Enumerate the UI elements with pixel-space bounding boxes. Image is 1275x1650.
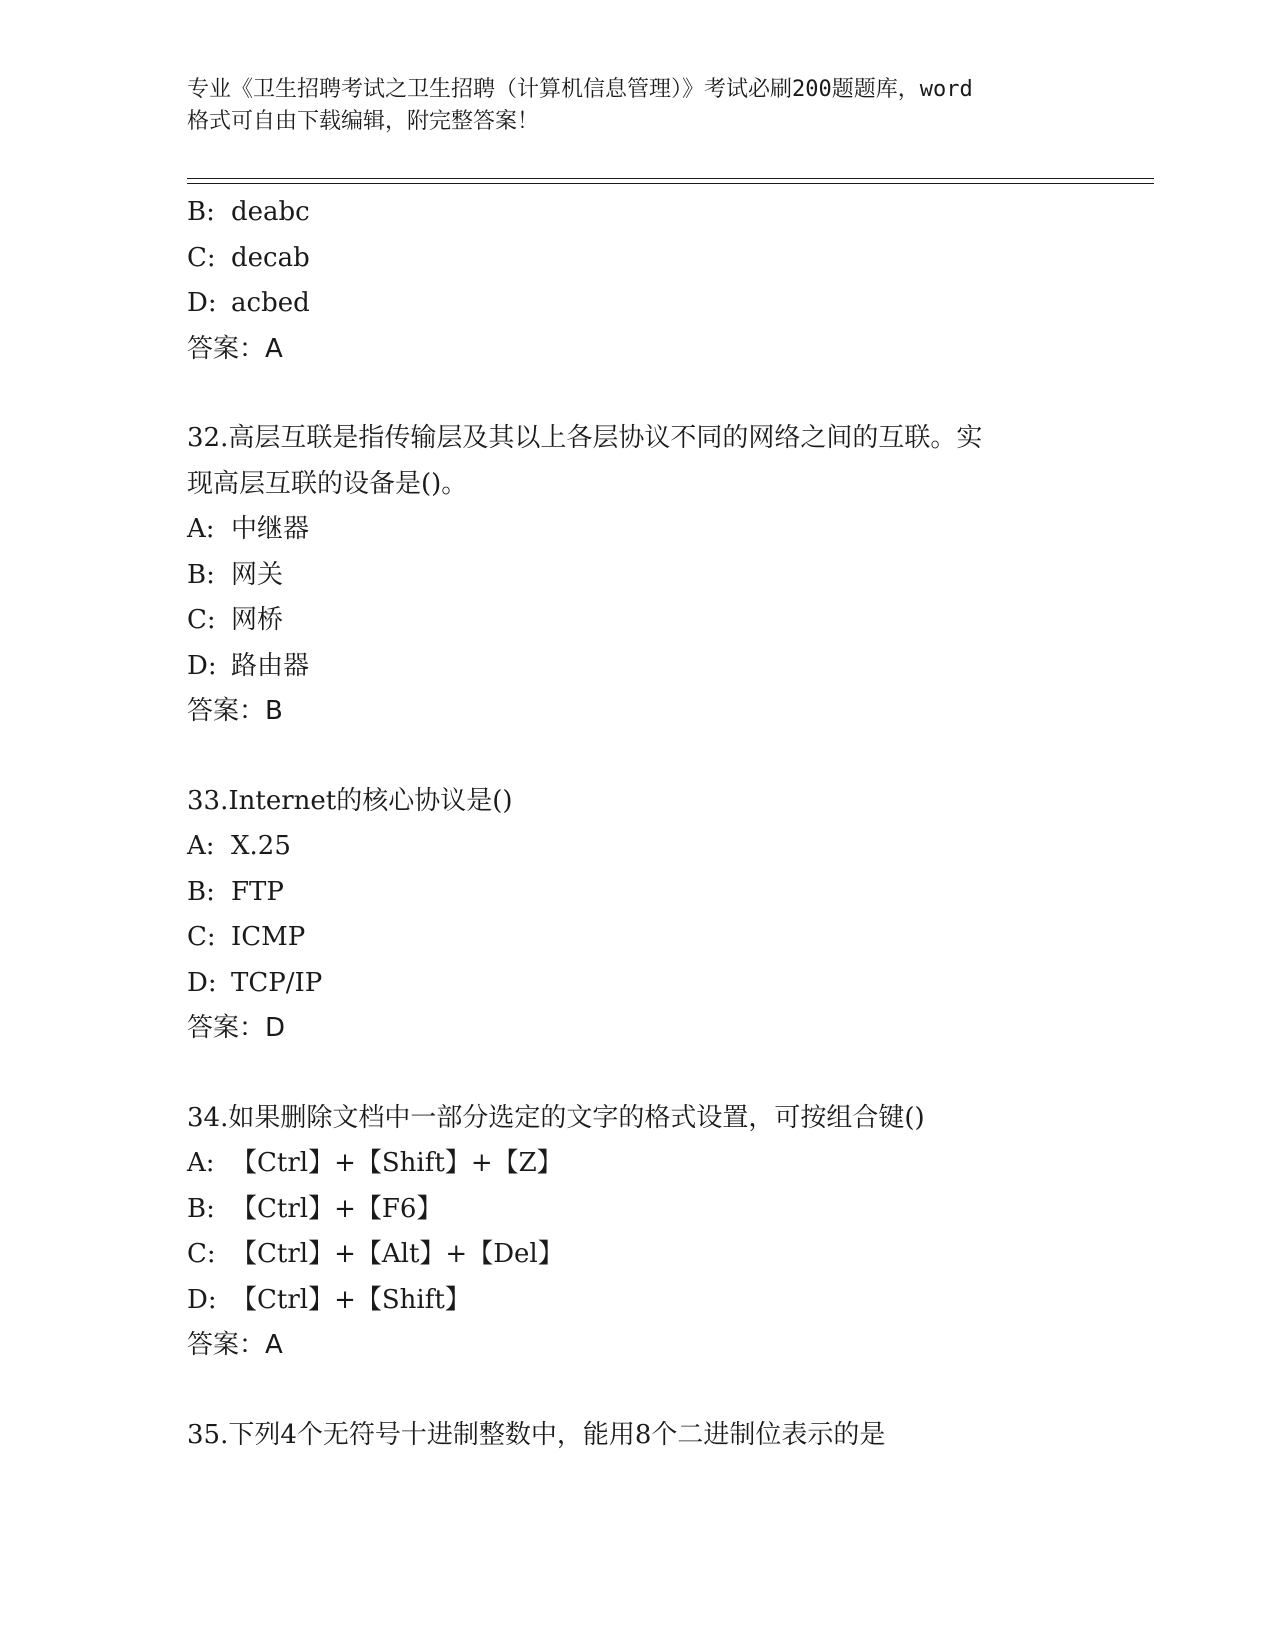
option-c — [187, 598, 1147, 644]
question-33 — [187, 779, 1147, 1052]
question-stem: 32.高层互联是指传输层及其以上各层协议不同的网络之间的互联。实 — [187, 423, 983, 453]
option-text: TCP/IP — [231, 967, 323, 998]
header-title-line-2: 格式可自由下载编辑，附完整答案！ — [187, 109, 540, 134]
option-b — [187, 190, 1147, 236]
option-letter: A: — [187, 831, 215, 861]
question-stem: 33.Internet的核心协议是() — [187, 785, 513, 816]
option-text: X.25 — [231, 831, 291, 861]
spacer — [187, 1369, 1147, 1413]
document-header — [187, 74, 1087, 138]
answer-line: 答案：A — [187, 1330, 283, 1360]
option-letter: D: — [187, 650, 217, 681]
option-letter: C: — [187, 242, 216, 273]
header-rule-bottom — [187, 183, 1154, 184]
option-letter: A: — [187, 514, 215, 544]
question-32 — [187, 416, 1147, 735]
option-text: 网关 — [231, 559, 284, 590]
question-stem-continued: 现高层互联的设备是()。 — [187, 468, 468, 499]
option-c — [187, 236, 1147, 282]
option-letter: D: — [187, 967, 217, 998]
option-c — [187, 1232, 1147, 1278]
document-body — [187, 190, 1147, 1458]
option-text: 【Ctrl】+【Shift】+【Z】 — [231, 1148, 563, 1178]
option-letter: D: — [187, 288, 217, 318]
answer-line: 答案：B — [187, 696, 283, 726]
option-d — [187, 961, 1147, 1007]
question-stem: 34.如果删除文档中一部分选定的文字的格式设置，可按组合键() — [187, 1102, 925, 1133]
option-c — [187, 915, 1147, 961]
option-b — [187, 553, 1147, 599]
question-stem: 35.下列4个无符号十进制整数中，能用8个二进制位表示的是 — [187, 1419, 886, 1450]
option-text: 路由器 — [231, 650, 310, 681]
option-d — [187, 1278, 1147, 1324]
option-letter: D: — [187, 1284, 217, 1315]
spacer — [187, 1052, 1147, 1096]
option-letter: B: — [187, 1193, 215, 1224]
answer-line: 答案：D — [187, 1013, 286, 1043]
header-title-line-1: 专业《卫生招聘考试之卫生招聘（计算机信息管理）》考试必刷200题题库，word — [187, 77, 973, 102]
option-text: decab — [231, 242, 310, 273]
option-letter: B: — [187, 197, 215, 227]
option-letter: C: — [187, 605, 216, 635]
question-31 — [187, 190, 1147, 372]
option-d — [187, 644, 1147, 690]
option-text: ICMP — [231, 922, 306, 952]
option-b — [187, 1187, 1147, 1233]
question-34 — [187, 1096, 1147, 1369]
option-text: 【Ctrl】+【Alt】+【Del】 — [231, 1239, 564, 1269]
header-rule-top — [187, 178, 1154, 179]
option-letter: B: — [187, 876, 215, 907]
option-text: 网桥 — [231, 605, 284, 635]
option-letter: C: — [187, 1239, 216, 1269]
option-d — [187, 281, 1147, 327]
option-a — [187, 507, 1147, 553]
option-text: deabc — [231, 197, 310, 227]
option-b — [187, 870, 1147, 916]
option-letter: B: — [187, 559, 215, 590]
option-a — [187, 1141, 1147, 1187]
spacer — [187, 735, 1147, 779]
option-letter: A: — [187, 1148, 215, 1178]
option-text: 【Ctrl】+【F6】 — [231, 1193, 443, 1224]
answer-line: 答案：A — [187, 333, 283, 364]
option-text: acbed — [231, 288, 310, 318]
option-text: 中继器 — [231, 514, 310, 544]
option-letter: C: — [187, 922, 216, 952]
option-text: 【Ctrl】+【Shift】 — [231, 1284, 471, 1315]
question-35 — [187, 1413, 1147, 1459]
spacer — [187, 372, 1147, 416]
option-a — [187, 824, 1147, 870]
option-text: FTP — [231, 876, 284, 907]
